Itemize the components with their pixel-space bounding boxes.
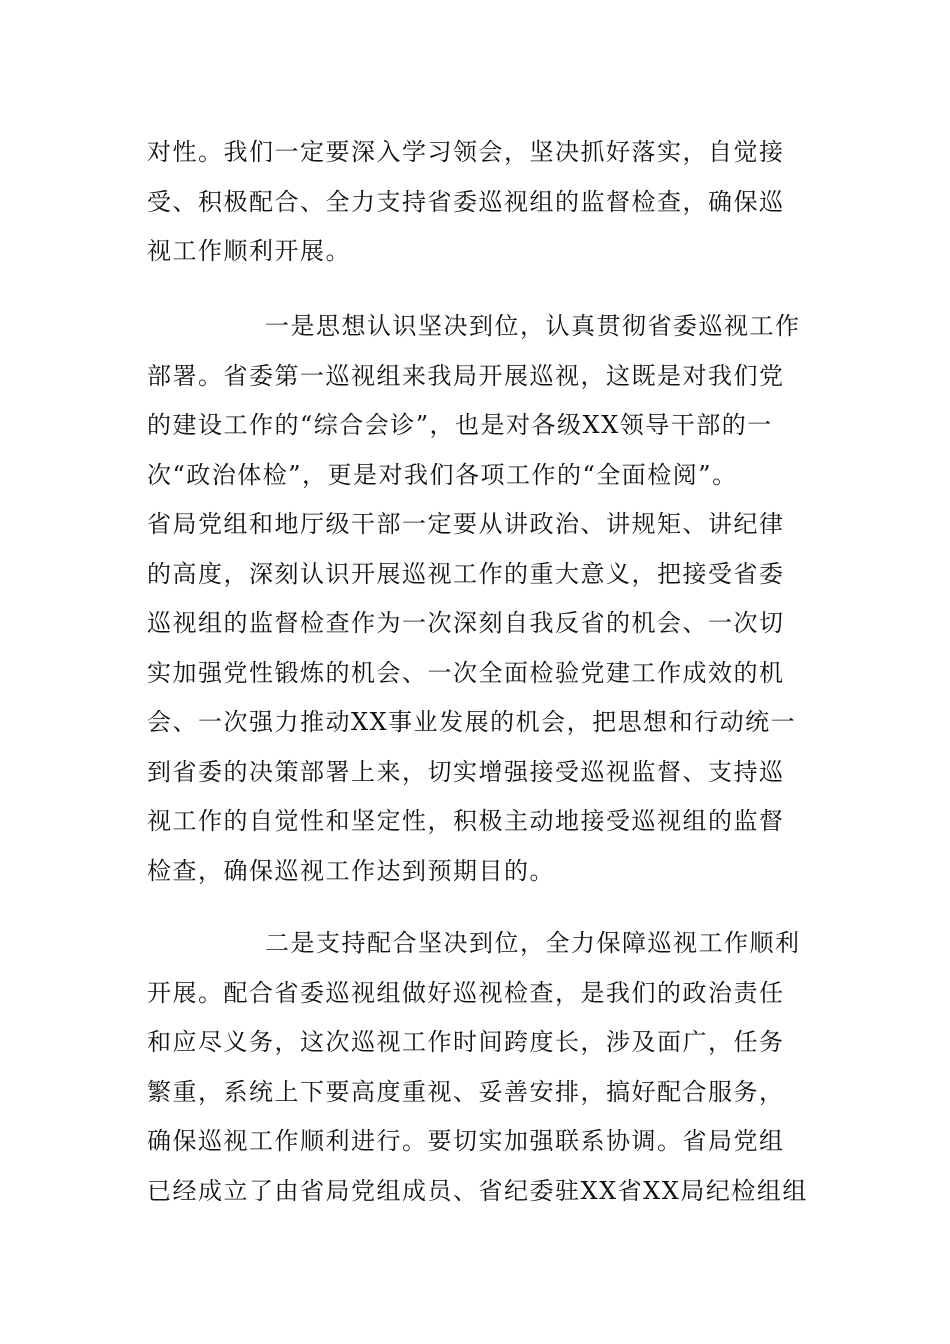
text-line: 对性。我们一定要深入学习领会，坚决抓好落实，自觉接 <box>147 138 785 166</box>
text-line: 受、积极配合、全力支持省委巡视组的监督检查，确保巡 <box>147 187 785 216</box>
text-line: 开展。配合省委巡视组做好巡视检查，是我们的政治责任 <box>147 978 785 1007</box>
text-line: 的建设工作的“综合会诊”，也是对各级XX领导干部的一 <box>147 411 773 439</box>
text-line: 视工作的自觉性和坚定性，积极主动地接受巡视组的监督 <box>147 807 785 835</box>
text-line: 视工作顺利开展。 <box>147 237 351 265</box>
paragraph-1 <box>147 128 807 277</box>
text-line: 省局党组和地厅级干部一定要从讲政治、讲规矩、讲纪律 <box>147 510 785 538</box>
text-line: 繁重，系统上下要高度重视、妥善安排，搞好配合服务， <box>147 1077 785 1106</box>
text-line: 次“政治体检”，更是对我们各项工作的“全面检阅”。 <box>147 460 738 489</box>
text-line: 实加强党性锻炼的机会、一次全面检验党建工作成效的机 <box>147 658 785 687</box>
text-line: 部署。省委第一巡视组来我局开展巡视，这既是对我们党 <box>147 361 785 390</box>
paragraph-3 <box>147 919 807 1216</box>
text-line: 巡视组的监督检查作为一次深刻自我反省的机会、一次切 <box>147 609 785 637</box>
text-line: 二是支持配合坚决到位，全力保障巡视工作顺利 <box>265 929 801 957</box>
text-line: 会、一次强力推动XX事业发展的机会，把思想和行动统一 <box>147 708 797 736</box>
text-line: 一是思想认识坚决到位，认真贯彻省委巡视工作 <box>265 312 801 340</box>
text-line: 确保巡视工作顺利进行。要切实加强联系协调。省局党组 <box>147 1127 785 1155</box>
text-line: 和应尽义务，这次巡视工作时间跨度长，涉及面广，任务 <box>147 1028 785 1056</box>
text-line: 的高度，深刻认识开展巡视工作的重大意义，把接受省委 <box>147 559 785 588</box>
text-line: 已经成立了由省局党组成员、省纪委驻XX省XX局纪检组组 <box>147 1176 808 1205</box>
text-line: 到省委的决策部署上来，切实增强接受巡视监督、支持巡 <box>147 757 785 786</box>
paragraph-2 <box>147 302 807 896</box>
text-line: 检查，确保巡视工作达到预期目的。 <box>147 856 555 885</box>
